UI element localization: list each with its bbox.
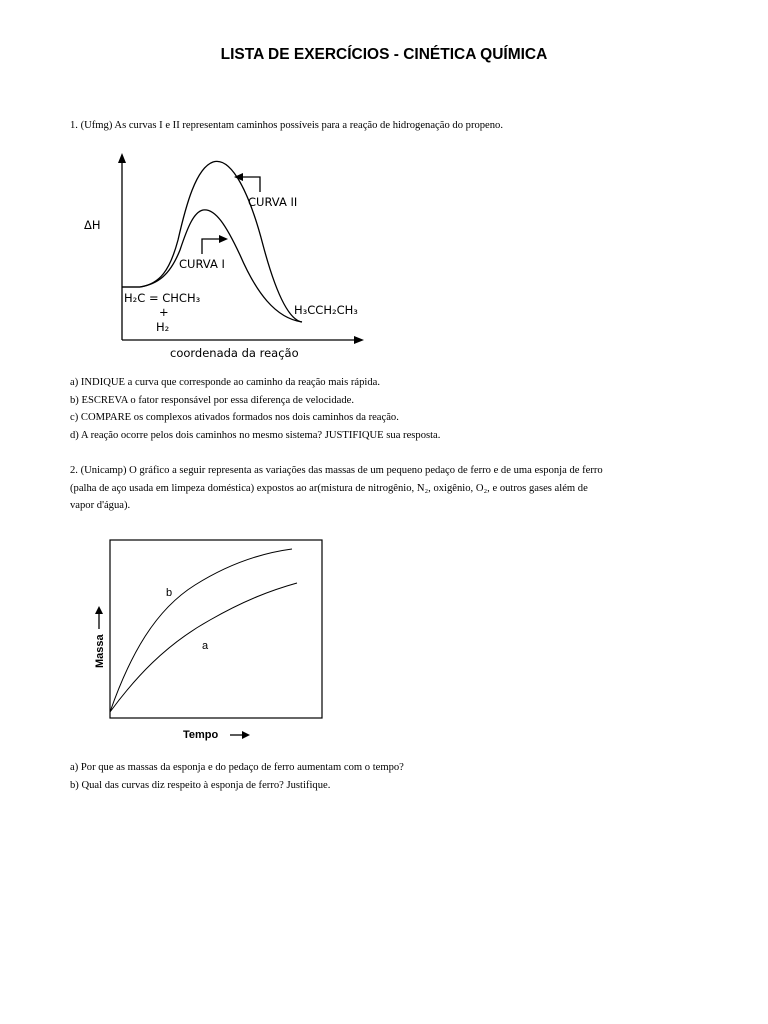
question-1-item: c) COMPARE os complexos ativados formados nos dois caminhos da reação. <box>70 412 399 423</box>
reactant-2-label: H₂ <box>156 320 170 334</box>
question-1-item: b) ESCREVA o fator responsável por essa diferença de velocidade. <box>70 394 354 406</box>
question-1-text: 1. (Ufmg) As curvas I e II representam caminhos possíveis para a reação de hidrogenação do propeno. <box>70 120 504 131</box>
time-axis-label: Tempo <box>183 729 219 741</box>
question-1-item: a) INDIQUE a curva que corresponde ao caminho da reação mais rápida. <box>70 377 381 388</box>
question-1-items <box>70 374 710 444</box>
curve-1-pointer-head <box>219 235 228 243</box>
reactant-1-label: H₂C = CHCH₃ <box>124 291 201 305</box>
x-axis-label: coordenada da reação <box>170 346 299 360</box>
question-2-text-line: vapor d'água). <box>70 500 131 511</box>
question-1-item: d) A reação ocorre pelos dois caminhos no mesmo sistema? JUSTIFIQUE sua resposta. <box>70 429 441 441</box>
question-2-text-line: (palha de aço usada em limpeza doméstica) expostos ao ar(mistura de nitrogênio, N₂, oxigênio, O₂, e outros gases além de <box>70 482 588 494</box>
y-axis-arrow <box>118 153 126 163</box>
question-2-items <box>70 759 710 794</box>
question-2-item: b) Qual das curvas diz respeito à esponja de ferro? Justifique. <box>70 779 331 791</box>
mass-chart-frame <box>110 540 322 718</box>
curve-1-label: CURVA I <box>179 257 225 271</box>
plus-sign: + <box>159 305 169 319</box>
curve-a-label: a <box>202 640 209 652</box>
product-label: H₃CCH₂CH₃ <box>294 303 358 317</box>
curve-b-label: b <box>166 587 173 599</box>
y-axis-label: ΔH <box>84 218 101 232</box>
x-axis-arrow <box>354 336 364 344</box>
mass-axis-label: Massa <box>94 634 106 668</box>
time-axis-arrow-head <box>242 731 250 739</box>
page-title: LISTA DE EXERCÍCIOS - CINÉTICA QUÍMICA <box>220 46 548 63</box>
curve-2-label: CURVA II <box>248 195 298 209</box>
curve-1-pointer <box>202 239 220 254</box>
mass-axis-arrow-head <box>95 606 103 614</box>
curve-b <box>110 549 292 712</box>
question-2-item: a) Por que as massas da esponja e do pedaço de ferro aumentam com o tempo? <box>70 762 404 773</box>
question-2-intro <box>70 462 730 515</box>
question-2-text-line: 2. (Unicamp) O gráfico a seguir representa as variações das massas de um pequeno pedaço de ferro e de uma esponja de ferro <box>70 465 603 476</box>
